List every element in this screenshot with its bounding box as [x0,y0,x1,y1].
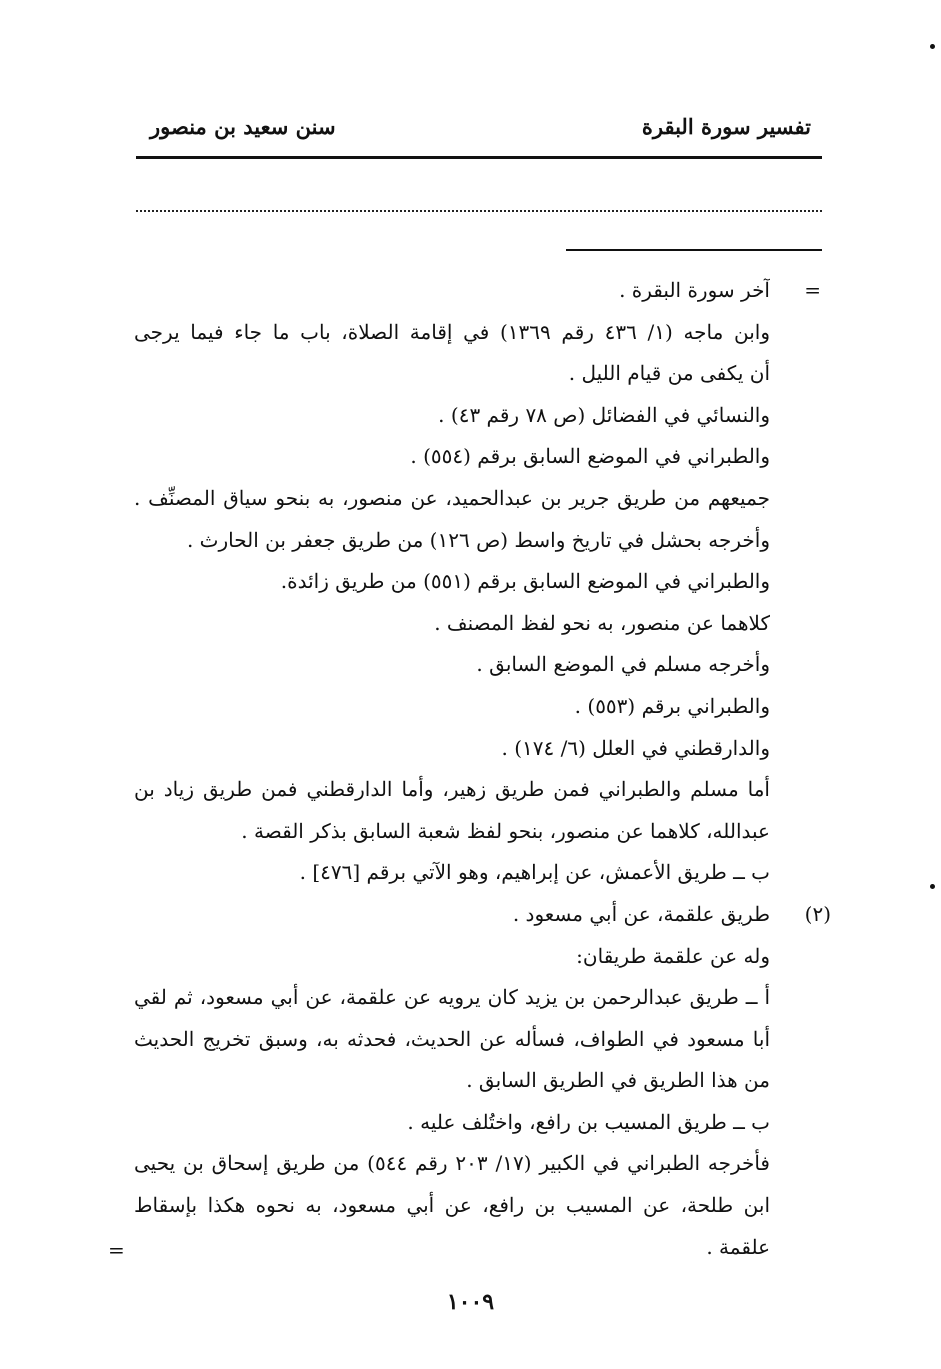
footnote-number: (٢) [804,902,831,926]
text-line: وله عن علقمة طريقان: [576,943,770,968]
text-line: والطبراني برقم (٥٥٣) . [574,693,770,718]
text-line: آخر سورة البقرة . [619,278,770,302]
scan-edge-mark [930,44,935,49]
text-line: من هذا الطريق في الطريق السابق . [466,1068,770,1093]
text-line: والطبراني في الموضع السابق برقم (٥٥١) من طريق زائدة. [280,569,770,594]
text-line: أن يكفى من قيام الليل . [568,361,770,386]
text-line: أما مسلم والطبراني فمن طريق زهير، وأما الدارقطني فمن طريق زياد بن [134,777,770,802]
text-line: ابن طلحة، عن المسيب بن رافع، عن أبي مسعود، به نحوه هكذا بإسقاط [134,1193,770,1218]
dotted-separator [136,210,822,212]
text-line: جميعهم من طريق جرير بن عبدالحميد، عن منصور، به بنحو سياق المصنِّف . [134,485,770,510]
footnote-separator [566,249,822,251]
text-line: كلاهما عن منصور، به نحو لفظ المصنف . [434,610,770,635]
text-line: والطبراني في الموضع السابق برقم (٥٥٤) . [410,444,770,469]
text-line: والنسائي في الفضائل (ص ٧٨ رقم ٤٣) . [438,402,770,427]
page-number: ١٠٠٩ [446,1289,495,1315]
text-line: أبا مسعود في الطواف، فسأله عن الحديث، فحدثه به، وسبق تخريج الحديث [134,1026,770,1051]
text-line: وأخرجه بحشل في تاريخ واسط (ص ١٢٦) من طريق جعفر بن الحارث . [186,527,770,552]
continuation-mark-top: = [804,278,821,302]
text-line: والدارقطني في العلل (٦/ ١٧٤) . [501,735,770,760]
running-header-chapter: تفسير سورة البقرة [641,114,811,139]
text-line: فأخرجه الطبراني في الكبير (١٧/ ٢٠٣ رقم ٥٤٤) من طريق إسحاق بن يحيى [134,1151,770,1176]
footnote-body [134,270,770,1268]
text-line: ب ــ طريق الأعمش، عن إبراهيم، وهو الآتي برقم [٤٧٦] . [299,860,770,885]
scan-edge-mark [930,884,935,889]
text-line: أ ــ طريق عبدالرحمن بن يزيد كان يرويه عن علقمة، عن أبي مسعود، ثم لقي [134,985,770,1010]
continuation-mark-bottom: = [108,1238,125,1262]
text-line: طريق علقمة، عن أبي مسعود . [512,901,770,926]
text-line: وابن ماجه (١/ ٤٣٦ رقم ١٣٦٩) في إقامة الصلاة، باب ما جاء فيما يرجى [134,319,770,344]
running-header-book: سنن سعيد بن منصور [150,114,336,139]
text-line: عبدالله، كلاهما عن منصور، بنحو لفظ شعبة السابق بذكر القصة . [241,818,770,843]
text-line: علقمة . [706,1234,770,1259]
header-rule [136,156,822,159]
text-line: ب ــ طريق المسيب بن رافع، واختُلف عليه . [407,1109,770,1134]
text-line: وأخرجه مسلم في الموضع السابق . [476,652,770,677]
